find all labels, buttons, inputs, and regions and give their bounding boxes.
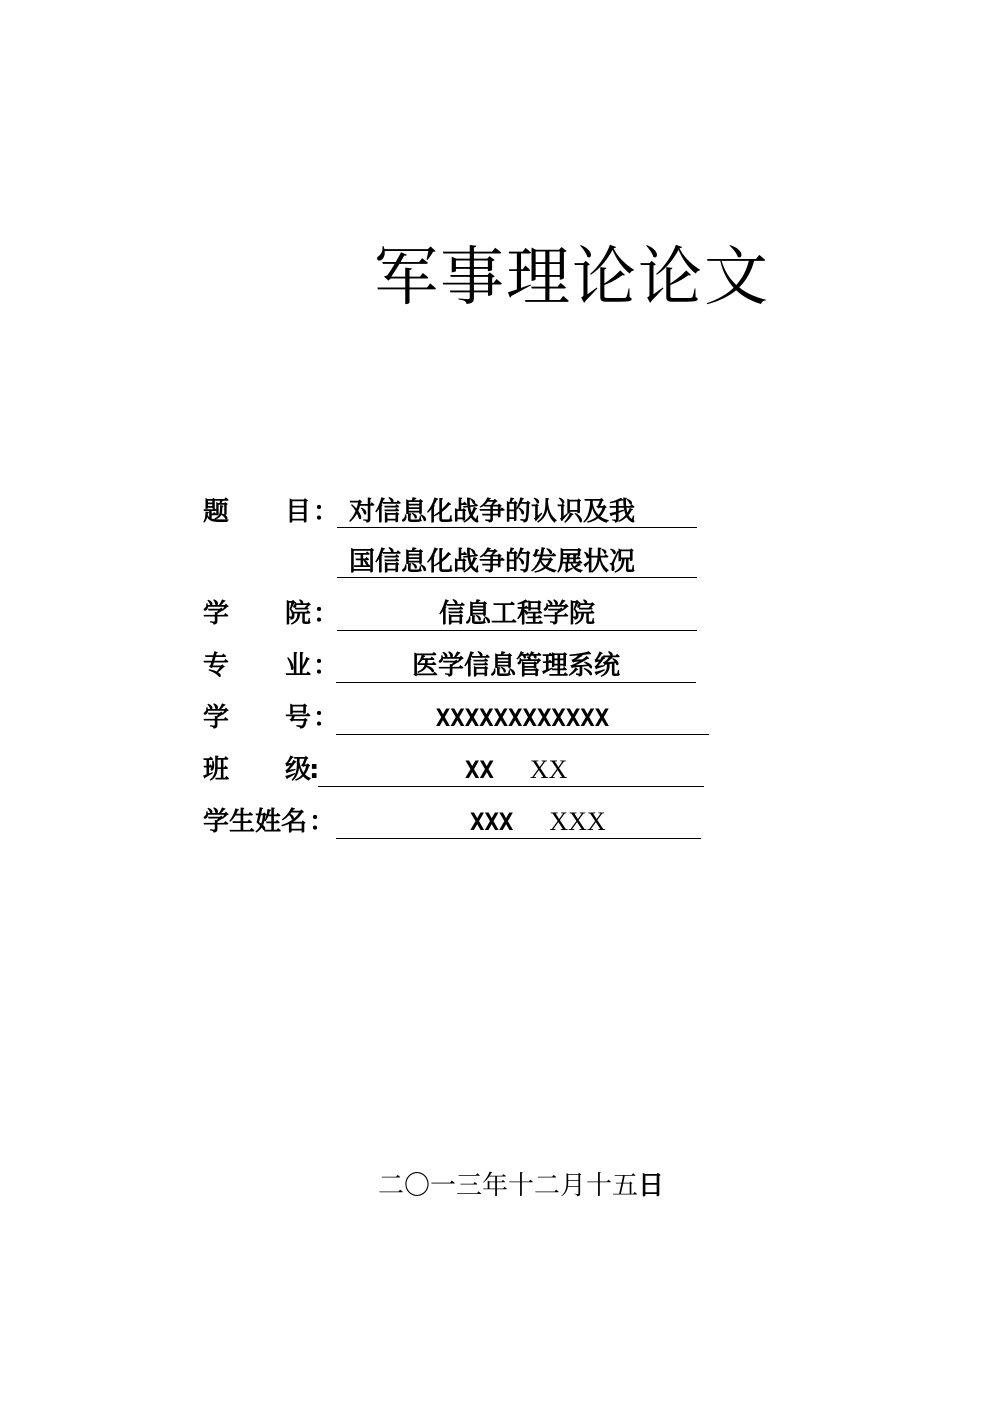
topic-row bbox=[203, 496, 703, 528]
class-colon: : bbox=[309, 755, 320, 785]
student-name-value-a: XXX bbox=[470, 808, 514, 836]
student-name-colon: ： bbox=[309, 807, 336, 837]
document-title: 军事理论论文 bbox=[374, 241, 770, 315]
student-id-label-char2: 号 bbox=[285, 703, 312, 733]
college-colon: ： bbox=[313, 599, 340, 629]
class-value bbox=[318, 754, 704, 787]
topic-label-char1: 题 bbox=[203, 497, 230, 527]
college-label-char1: 学 bbox=[203, 599, 230, 629]
major-row bbox=[203, 650, 703, 682]
student-name-label: 学生姓名 bbox=[203, 807, 308, 837]
topic-row-2 bbox=[203, 546, 703, 578]
class-row bbox=[203, 754, 713, 786]
student-id-text: XXXXXXXXXXXX bbox=[435, 704, 610, 732]
college-label-char2: 院 bbox=[285, 599, 312, 629]
document-date bbox=[378, 1170, 664, 1202]
topic-label-char2: 目 bbox=[285, 497, 312, 527]
student-name-row bbox=[203, 806, 713, 838]
student-name-value bbox=[336, 806, 701, 839]
date-last-char: 日 bbox=[638, 1171, 665, 1201]
topic-value-line2 bbox=[337, 546, 697, 578]
class-label-char2: 级 bbox=[285, 755, 312, 785]
topic-text-line2: 国信息化战争的发展状况 bbox=[349, 547, 636, 577]
student-name-value-b: XXX bbox=[549, 807, 606, 836]
topic-colon: ： bbox=[313, 497, 340, 527]
topic-text-line1: 对信息化战争的认识及我 bbox=[349, 497, 636, 527]
class-label-char1: 班 bbox=[203, 755, 230, 785]
major-value: 医学信息管理系统 bbox=[336, 650, 696, 683]
topic-value-line1 bbox=[337, 496, 697, 528]
student-id-row bbox=[203, 702, 713, 734]
college-value: 信息工程学院 bbox=[337, 598, 697, 631]
class-value-a: XX bbox=[465, 756, 494, 784]
student-id-label-char1: 学 bbox=[203, 703, 230, 733]
major-label-char2: 业 bbox=[285, 651, 312, 681]
major-label-char1: 专 bbox=[203, 651, 230, 681]
major-colon: ： bbox=[313, 651, 340, 681]
student-id-colon: ： bbox=[313, 703, 340, 733]
student-id-value bbox=[336, 702, 709, 735]
date-main: 二〇一三年十二月十五 bbox=[378, 1171, 639, 1201]
class-value-b: XX bbox=[529, 755, 568, 784]
college-row bbox=[203, 598, 703, 630]
